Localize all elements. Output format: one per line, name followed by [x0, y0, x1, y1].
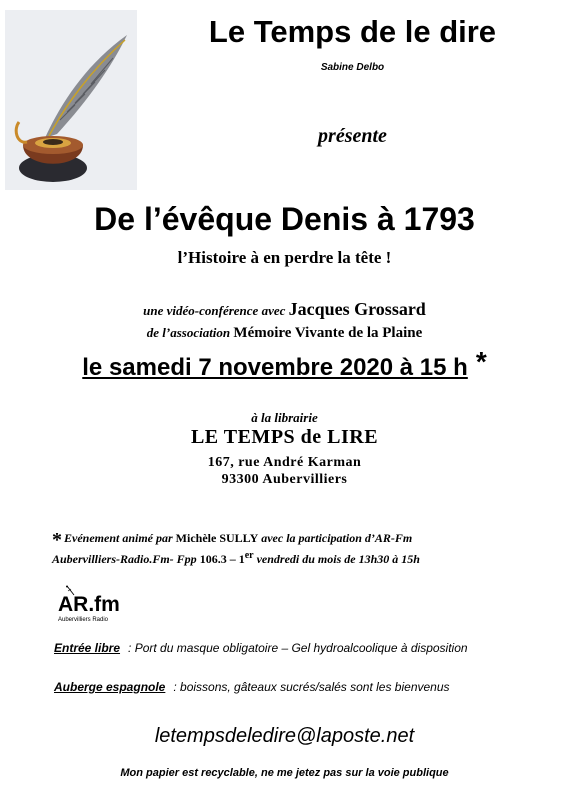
entry-label: Entrée libre	[54, 641, 121, 655]
contact-email[interactable]: letempsdeledire@laposte.net	[154, 725, 415, 747]
potluck-info	[54, 680, 564, 694]
venue-city: 93300 Aubervilliers	[221, 472, 348, 487]
association-name: Mémoire Vivante de la Plaine	[233, 325, 423, 341]
author-name: Sabine Delbo	[320, 62, 385, 73]
video-conference-line	[0, 299, 569, 320]
entry-text: : Port du masque obligatoire – Gel hydroalcoolique à disposition	[128, 641, 468, 655]
intro-prefix: une vidéo-conférence avec	[143, 303, 286, 318]
presents-text: présente	[318, 125, 387, 147]
radio-schedule: vendredi du mois de 13h30 à 15h	[253, 552, 420, 566]
host-name: Michèle SULLY	[175, 531, 259, 545]
event-subtitle: l’Histoire à en perdre la tête !	[177, 248, 392, 267]
venue-prefix: à la librairie	[251, 410, 318, 425]
radio-name: Aubervilliers-Radio.Fm- Fpp	[52, 552, 197, 566]
entry-info	[54, 641, 564, 655]
venue-street: 167, rue André Karman	[207, 455, 362, 470]
note-part1: Evénement animé par	[64, 531, 173, 545]
logo-text: AR.fm	[58, 593, 120, 616]
association-prefix: de l’association	[146, 325, 231, 340]
quill-inkwell-image	[5, 10, 137, 190]
event-note-line-1	[52, 525, 562, 551]
potluck-text: : boissons, gâteaux sucrés/salés sont les bienvenus	[173, 680, 450, 694]
association-line	[0, 325, 569, 342]
event-date	[0, 346, 569, 382]
venue-name: LE TEMPS de LIRE	[190, 426, 379, 448]
speaker-name: Jacques Grossard	[288, 299, 426, 319]
header-title: Le Temps de le dire	[208, 14, 497, 49]
radio-frequency: 106.3 – 1er	[199, 550, 254, 566]
event-title: De l’évêque Denis à 1793	[94, 201, 475, 237]
footer-note: Mon papier est recyclable, ne me jetez pas sur la voie publique	[120, 767, 449, 779]
note-asterisk: *	[52, 529, 62, 551]
event-note-line-2	[52, 550, 564, 567]
note-part2: avec la participation d’AR-Fm	[261, 531, 413, 545]
ar-fm-logo	[57, 585, 120, 625]
logo-subtext: Aubervilliers Radio	[58, 617, 109, 623]
potluck-label: Auberge espagnole	[54, 680, 166, 694]
date-asterisk: *	[475, 346, 487, 377]
date-text: le samedi 7 novembre 2020 à 15 h	[82, 354, 468, 381]
